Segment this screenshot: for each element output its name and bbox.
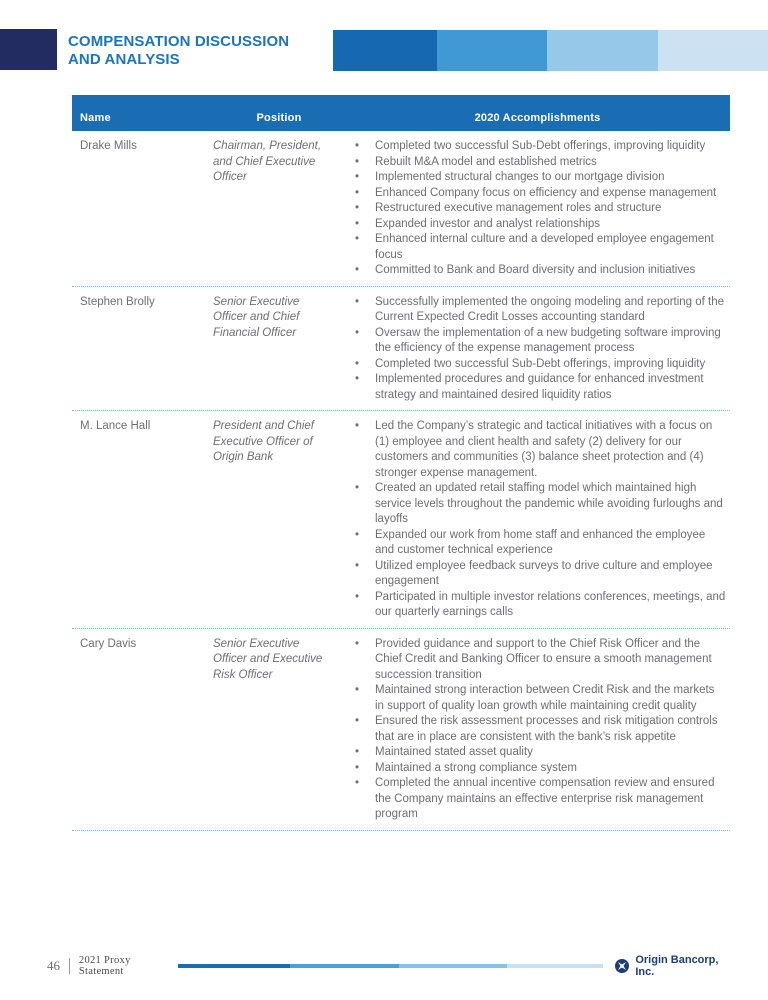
accomplishment-item: • Successfully implemented the ongoing modeling and reporting of the Current Expected Credit Losses accounting standard xyxy=(345,295,730,326)
gradient-segment xyxy=(507,964,603,968)
gradient-segment xyxy=(547,30,658,71)
table-row xyxy=(72,287,730,412)
accomplishment-item: • Expanded our work from home staff and enhanced the employee and customer technical experience xyxy=(345,528,730,559)
table-row xyxy=(72,411,730,629)
table-row xyxy=(72,629,730,831)
gradient-segment xyxy=(290,964,399,968)
gradient-segment xyxy=(658,30,768,71)
accomplishment-item: • Enhanced internal culture and a developed employee engagement focus xyxy=(345,232,730,263)
accomplishments-list xyxy=(345,139,730,279)
accomplishment-item: • Restructured executive management roles and structure xyxy=(345,201,730,217)
accomplishments-table xyxy=(72,95,730,831)
footer-gradient-line xyxy=(178,964,603,968)
accomplishment-item: • Maintained a strong compliance system xyxy=(345,761,730,777)
accomplishment-item: • Rebuilt M&A model and established metrics xyxy=(345,155,730,171)
accomplishments-list xyxy=(345,637,730,823)
accomplishment-item: • Oversaw the implementation of a new budgeting software improving the efficiency of the expense management process xyxy=(345,326,730,357)
accomplishment-item: • Maintained strong interaction between Credit Risk and the markets in support of quality loan growth while maintaining credit quality xyxy=(345,683,730,714)
header-gradient-bar xyxy=(333,30,768,71)
table-body xyxy=(72,131,730,831)
footer-company-name: Origin Bancorp, Inc. xyxy=(635,954,719,978)
accomplishment-item: • Completed two successful Sub-Debt offerings, improving liquidity xyxy=(345,139,730,155)
column-header-accomplishments: 2020 Accomplishments xyxy=(474,112,601,124)
executive-position: Senior Executive Officer and Executive Risk Officer xyxy=(213,637,323,681)
accomplishments-cell xyxy=(345,139,730,279)
accomplishments-cell xyxy=(345,637,730,823)
accomplishment-item: • Led the Company’s strategic and tactical initiatives with a focus on (1) employee and client health and safety (2) delivery for our customers and communities (3) balance sheet protection and (4) stronger expense management. xyxy=(345,419,730,481)
accomplishment-item: • Enhanced Company focus on efficiency and expense management xyxy=(345,186,730,202)
executive-name: Stephen Brolly xyxy=(80,295,155,308)
gradient-segment xyxy=(437,30,547,71)
executive-name: Drake Mills xyxy=(80,140,137,152)
page-title-line2: AND ANALYSIS xyxy=(68,51,180,68)
accomplishment-item: • Implemented structural changes to our mortgage division xyxy=(345,170,730,186)
page-title xyxy=(68,33,289,69)
accomplishment-item: • Created an updated retail staffing model which maintained high service levels throughout the pandemic while avoiding furloughs and layoffs xyxy=(345,481,730,528)
column-header-name: Name xyxy=(80,112,111,124)
executive-name: M. Lance Hall xyxy=(80,420,151,432)
gradient-segment xyxy=(333,30,437,71)
page-number: 46 xyxy=(47,958,60,973)
footer-divider xyxy=(69,958,70,974)
footer-doc-title: 2021 Proxy Statement xyxy=(78,955,131,977)
accomplishment-item: • Ensured the risk assessment processes and risk mitigation controls that are in place are consistent with the bank’s risk appetite xyxy=(345,714,730,745)
executive-position: Senior Executive Officer and Chief Financial Officer xyxy=(213,295,300,339)
executive-position: Chairman, President, and Chief Executive Officer xyxy=(213,140,322,183)
navy-accent-block xyxy=(0,29,57,70)
accomplishment-item: • Maintained stated asset quality xyxy=(345,745,730,761)
accomplishments-cell xyxy=(345,419,730,621)
column-header-position: Position xyxy=(256,112,302,124)
table-header-row xyxy=(72,95,730,131)
accomplishment-item: • Implemented procedures and guidance for enhanced investment strategy and maintained desired liquidity ratios xyxy=(345,372,730,403)
accomplishments-list xyxy=(345,419,730,621)
table-row xyxy=(72,131,730,287)
origin-bancorp-logo-icon xyxy=(615,959,629,973)
page-footer xyxy=(47,954,730,978)
executive-name: Cary Davis xyxy=(80,637,137,650)
accomplishment-item: • Provided guidance and support to the Chief Risk Officer and the Chief Credit and Banking Officer to ensure a smooth management succession transition xyxy=(345,637,730,684)
accomplishment-item: • Committed to Bank and Board diversity and inclusion initiatives xyxy=(345,263,730,279)
gradient-segment xyxy=(399,964,507,968)
accomplishments-list xyxy=(345,295,730,404)
accomplishments-cell xyxy=(345,295,730,404)
accomplishment-item: • Completed the annual incentive compensation review and ensured the Company maintains an effective enterprise risk management program xyxy=(345,776,730,823)
executive-position: President and Chief Executive Officer of Origin Bank xyxy=(213,420,315,463)
accomplishment-item: • Expanded investor and analyst relationships xyxy=(345,217,730,233)
accomplishment-item: • Utilized employee feedback surveys to drive culture and employee engagement xyxy=(345,559,730,590)
page-title-line1: COMPENSATION DISCUSSION xyxy=(68,33,290,50)
gradient-segment xyxy=(178,964,290,968)
accomplishment-item: • Completed two successful Sub-Debt offerings, improving liquidity xyxy=(345,357,730,373)
accomplishment-item: • Participated in multiple investor relations conferences, meetings, and our quarterly earnings calls xyxy=(345,590,730,621)
